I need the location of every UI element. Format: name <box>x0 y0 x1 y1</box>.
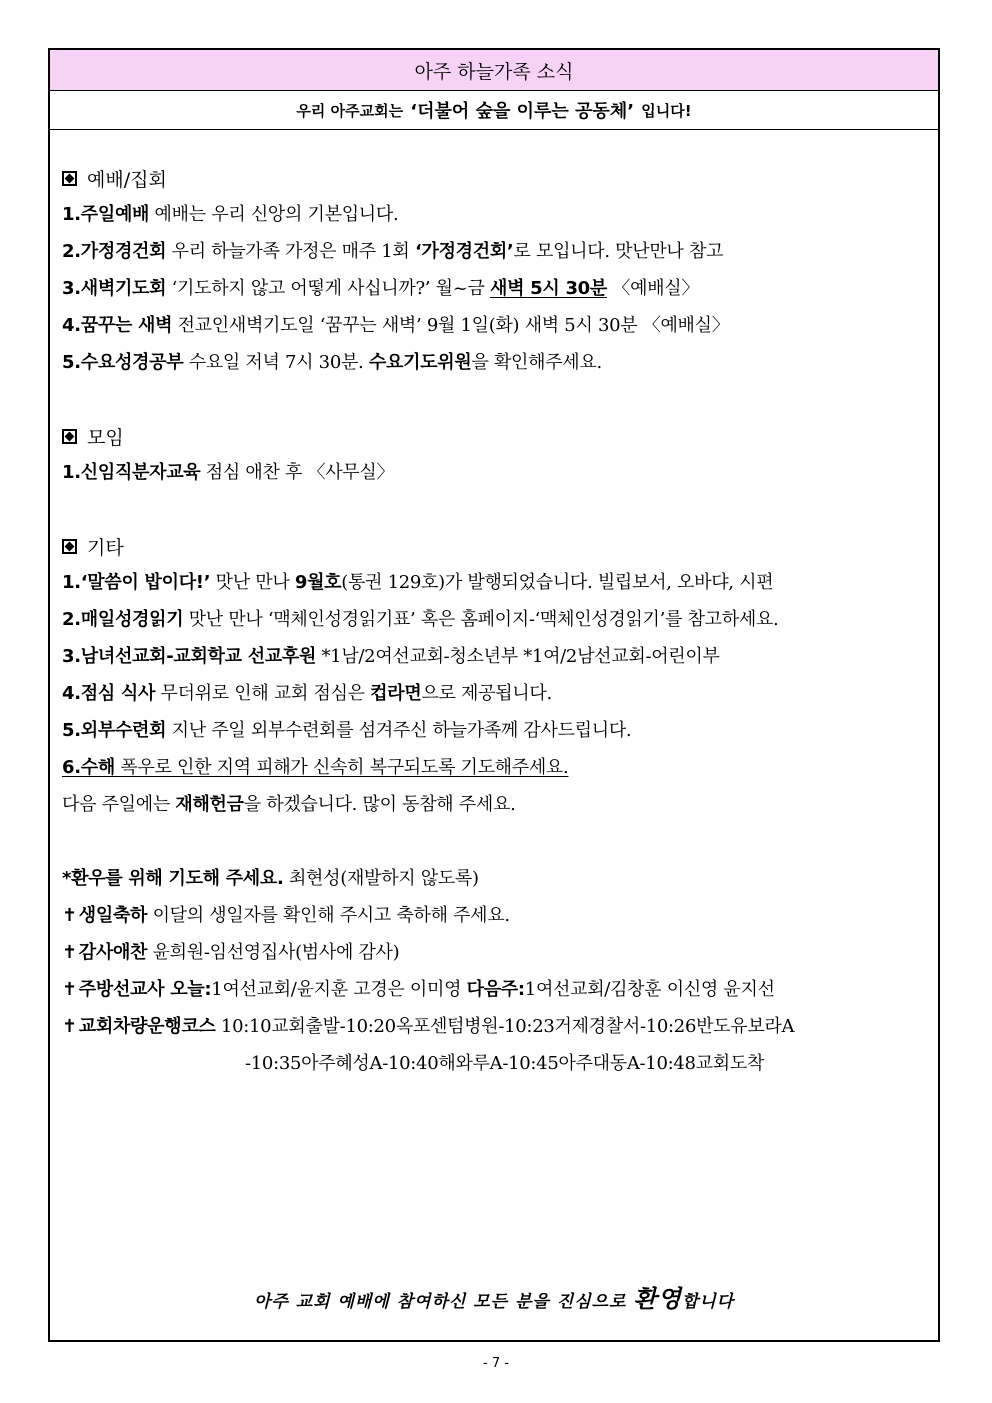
page-number: - 7 - <box>483 1356 509 1371</box>
item-label: 1.주일예배 <box>62 204 150 225</box>
item-text: 지난 주일 외부수련회를 섬겨주신 하늘가족께 감사드립니다. <box>166 720 632 741</box>
item-text: 무더위로 인해 교회 점심은 <box>155 683 371 704</box>
list-item <box>62 233 926 270</box>
list-item <box>62 307 926 344</box>
item-label: 교회차량운행코스 <box>78 1016 216 1037</box>
list-item <box>62 564 926 601</box>
item-label: 3.새벽기도회 <box>62 278 167 299</box>
item-text: 으로 제공됩니다. <box>421 683 552 704</box>
item-sublabel: 오늘: <box>164 979 212 1000</box>
item-text: -10:35아주혜성A-10:40해와루A-10:45아주대동A-10:48교회도착 <box>245 1053 765 1074</box>
bus-route-continued <box>62 1045 926 1082</box>
section-title-etc: 기타 <box>87 536 124 559</box>
diamond-bullet-icon <box>62 171 77 186</box>
birthday-notice <box>62 897 926 934</box>
item-text: 폭우로 인한 지역 피해가 신속히 복구되도록 기도해주세요. <box>114 757 569 778</box>
welcome-message <box>50 1279 938 1314</box>
list-item <box>62 601 926 638</box>
item-label: 5.외부수련회 <box>62 720 167 741</box>
slogan-main: ‘더불어 숲을 이루는 공동체’ <box>410 101 635 122</box>
cross-icon: ✝ <box>62 905 77 926</box>
item-emphasis: ‘가정경건회’ <box>414 241 514 262</box>
bulletin-frame <box>48 48 940 1342</box>
item-text: 전교인새벽기도일 ‘꿈꾸는 새벽’ 9월 1일(화) 새벽 5시 30분 〈예배실〉 <box>172 315 730 336</box>
item-label: 생일축하 <box>78 905 148 926</box>
list-item <box>62 712 926 749</box>
item-label: 주방선교사 <box>78 979 165 1000</box>
section-title-meeting: 모임 <box>87 426 124 449</box>
item-text: 맛난 만나 <box>210 572 295 593</box>
list-item <box>62 270 926 307</box>
diamond-bullet-icon <box>62 539 77 554</box>
item-text: 수요일 저녁 7시 30분. <box>183 352 369 373</box>
item-label: 5.수요성경공부 <box>62 352 184 373</box>
prayer-request <box>62 860 926 897</box>
header-bar <box>50 50 938 91</box>
item-text: 이달의 생일자를 확인해 주시고 축하해 주세요. <box>147 905 510 926</box>
welcome-text: 아주 교회 예배에 참여하신 모든 분을 진심으로 <box>253 1292 634 1312</box>
welcome-emphasis: 환영 <box>633 1285 682 1313</box>
bus-route-notice <box>62 1008 926 1045</box>
section-meeting <box>62 418 926 454</box>
list-item <box>62 638 926 675</box>
list-item-followup <box>62 786 926 823</box>
section-etc <box>62 528 926 564</box>
item-text: 〈예배실〉 <box>607 278 700 299</box>
item-emphasis: 컵라면 <box>370 683 422 704</box>
item-label: 4.점심 식사 <box>62 683 156 704</box>
list-item <box>62 675 926 712</box>
cross-icon: ✝ <box>62 942 77 963</box>
list-item <box>62 454 926 491</box>
thanks-notice <box>62 934 926 971</box>
item-label: 2.가정경건회 <box>62 241 167 262</box>
item-emphasis: 9월호 <box>294 572 342 593</box>
kitchen-notice <box>62 971 926 1008</box>
diamond-bullet-icon <box>62 429 77 444</box>
list-item <box>62 344 926 381</box>
slogan-bar <box>50 91 938 130</box>
item-label: 6.수해 <box>62 757 115 778</box>
item-label: 4.꿈꾸는 새벽 <box>62 315 173 336</box>
item-text: ‘기도하지 않고 어떻게 사십니까?’ 월~금 <box>166 278 491 299</box>
item-label: 1.신임직분자교육 <box>62 462 201 483</box>
cross-icon: ✝ <box>62 979 77 1000</box>
item-label: 감사애찬 <box>78 942 148 963</box>
slogan-prefix: 우리 아주교회는 <box>296 101 404 120</box>
item-text: 맛난 만나 ‘맥체인성경읽기표’ 혹은 홈페이지-‘맥체인성경읽기’를 참고하세요. <box>183 609 779 630</box>
item-text: 다음 주일에는 <box>62 794 176 815</box>
item-text: 10:10교회출발-10:20옥포센텀병원-10:23거제경찰서-10:26반도유보라A <box>215 1016 795 1037</box>
item-text: 예배는 우리 신앙의 기본입니다. <box>149 204 399 225</box>
cross-icon: ✝ <box>62 1016 77 1037</box>
section-title-worship: 예배/집회 <box>87 168 167 191</box>
item-text: (통권 129호)가 발행되었습니다. 빌립보서, 오바댜, 시편 <box>341 572 774 593</box>
item-text: 을 확인해주세요. <box>471 352 602 373</box>
item-text: 1여선교회/윤지훈 고경은 이미영 <box>211 979 467 1000</box>
item-text: 로 모입니다. 맛난만나 참고 <box>513 241 724 262</box>
section-worship <box>62 160 926 196</box>
item-emphasis: 재해헌금 <box>175 794 244 815</box>
welcome-text: 합니다 <box>681 1292 735 1312</box>
item-text: 을 하겠습니다. 많이 동참해 주세요. <box>243 794 516 815</box>
item-label: 2.매일성경읽기 <box>62 609 184 630</box>
item-label: 3.남녀선교회-교회학교 선교후원 <box>62 646 317 667</box>
item-text: 1여선교회/김창훈 이신영 윤지선 <box>524 979 775 1000</box>
item-text: 점심 애찬 후 〈사무실〉 <box>200 462 395 483</box>
slogan-suffix: 입니다! <box>641 101 692 120</box>
item-text: 최현성(재발하지 않도록) <box>283 868 479 889</box>
item-sublabel: 다음주: <box>466 979 525 1000</box>
list-item <box>62 749 926 786</box>
content <box>62 160 926 1082</box>
item-emphasis: 수요기도위원 <box>368 352 472 373</box>
page-title: 아주 하늘가족 소식 <box>414 60 574 83</box>
item-label: *환우를 위해 기도해 주세요. <box>62 868 284 889</box>
item-emphasis: 새벽 5시 30분 <box>490 278 607 299</box>
item-text: 우리 하늘가족 가정은 매주 1회 <box>166 241 415 262</box>
item-text: 윤희원-임선영집사(범사에 감사) <box>147 942 400 963</box>
list-item <box>62 196 926 233</box>
item-label: 1.‘말씀이 밥이다!’ <box>62 572 211 593</box>
item-text: *1남/2여선교회-청소년부 *1여/2남선교회-어린이부 <box>316 646 720 667</box>
